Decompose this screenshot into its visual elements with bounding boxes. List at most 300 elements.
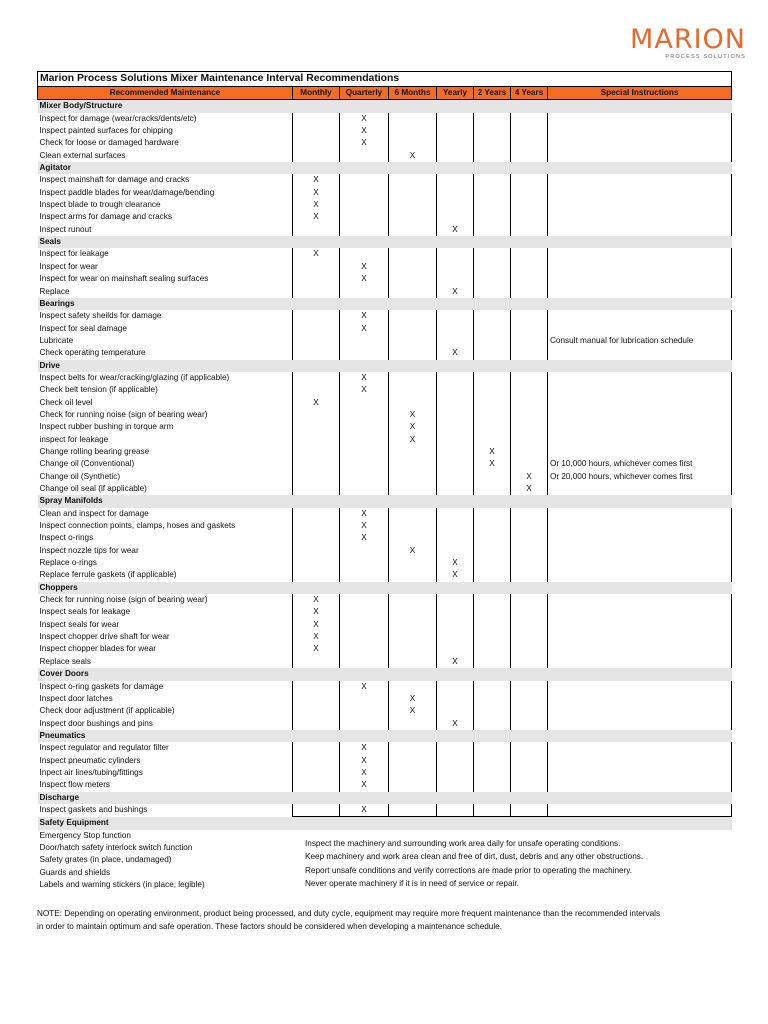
interval-mark bbox=[474, 643, 511, 655]
section-cell bbox=[511, 162, 548, 174]
interval-mark bbox=[511, 446, 548, 458]
section-cell bbox=[293, 730, 340, 742]
interval-mark: X bbox=[340, 137, 389, 149]
column-header: Monthly bbox=[293, 87, 340, 100]
interval-mark bbox=[340, 409, 389, 421]
safety-item: Emergency Stop function bbox=[39, 830, 131, 840]
interval-mark: X bbox=[340, 508, 389, 520]
interval-mark bbox=[511, 619, 548, 631]
table-row bbox=[38, 409, 732, 421]
footnote-line: NOTE: Depending on operating environment, product being processed, and duty cycle, equipment may require more frequent maintenance than the recommended intervals bbox=[37, 909, 661, 918]
interval-mark bbox=[340, 211, 389, 223]
section-cell bbox=[474, 495, 511, 507]
interval-mark bbox=[293, 779, 340, 791]
interval-mark bbox=[437, 397, 474, 409]
interval-mark bbox=[511, 125, 548, 137]
section-cell bbox=[389, 817, 437, 830]
special-instruction bbox=[548, 631, 732, 643]
interval-mark bbox=[511, 606, 548, 618]
task-cell: Inspect nozzle tips for wear bbox=[39, 545, 139, 555]
table-row bbox=[38, 606, 732, 618]
special-instruction bbox=[548, 681, 732, 693]
column-header: 4 Years bbox=[511, 87, 548, 100]
section-cell bbox=[474, 162, 511, 174]
section-cell bbox=[548, 298, 732, 310]
interval-mark bbox=[437, 643, 474, 655]
section-cell bbox=[474, 792, 511, 804]
interval-mark bbox=[437, 199, 474, 211]
task-cell: Replace ferrule gaskets (if applicable) bbox=[39, 570, 177, 580]
table-row bbox=[38, 446, 732, 458]
interval-mark bbox=[437, 631, 474, 643]
interval-mark bbox=[389, 742, 437, 754]
interval-mark: X bbox=[437, 224, 474, 236]
task-cell: Lubricate bbox=[39, 335, 74, 345]
interval-mark bbox=[293, 742, 340, 754]
table-row bbox=[38, 199, 732, 211]
interval-mark bbox=[474, 693, 511, 705]
interval-mark bbox=[293, 125, 340, 137]
interval-mark: X bbox=[340, 261, 389, 273]
interval-mark bbox=[389, 643, 437, 655]
special-instruction bbox=[548, 779, 732, 791]
interval-mark bbox=[389, 323, 437, 335]
interval-mark bbox=[474, 397, 511, 409]
special-instruction bbox=[548, 446, 732, 458]
table-row bbox=[38, 458, 732, 470]
interval-mark: X bbox=[293, 174, 340, 186]
task-cell: Change oil (Synthetic) bbox=[39, 471, 121, 481]
interval-mark bbox=[293, 693, 340, 705]
interval-mark bbox=[293, 113, 340, 125]
interval-mark bbox=[389, 224, 437, 236]
section-cell bbox=[389, 495, 437, 507]
interval-mark bbox=[293, 767, 340, 779]
interval-mark bbox=[437, 211, 474, 223]
special-instruction bbox=[548, 545, 732, 557]
special-instruction bbox=[548, 755, 732, 767]
interval-mark: X bbox=[474, 446, 511, 458]
interval-mark bbox=[511, 286, 548, 298]
interval-mark: X bbox=[293, 594, 340, 606]
section-cell bbox=[293, 792, 340, 804]
table-row bbox=[38, 261, 732, 273]
interval-mark bbox=[293, 705, 340, 717]
section-cell bbox=[340, 162, 389, 174]
interval-mark: X bbox=[340, 323, 389, 335]
task-cell: Replace bbox=[39, 286, 70, 296]
interval-mark bbox=[293, 569, 340, 581]
special-instruction bbox=[548, 767, 732, 779]
interval-mark bbox=[474, 199, 511, 211]
interval-mark bbox=[474, 545, 511, 557]
task-cell: Inpect air lines/tubing/fittings bbox=[39, 767, 143, 777]
section-header-row bbox=[38, 360, 732, 372]
interval-mark bbox=[293, 458, 340, 470]
interval-mark bbox=[389, 335, 437, 347]
interval-mark bbox=[389, 125, 437, 137]
interval-mark bbox=[293, 335, 340, 347]
section-cell bbox=[548, 582, 732, 594]
interval-mark bbox=[437, 421, 474, 433]
interval-mark bbox=[340, 631, 389, 643]
interval-mark bbox=[340, 458, 389, 470]
interval-mark bbox=[340, 545, 389, 557]
interval-mark bbox=[511, 211, 548, 223]
interval-mark: X bbox=[389, 409, 437, 421]
special-instruction bbox=[548, 508, 732, 520]
special-instruction bbox=[548, 434, 732, 446]
interval-mark bbox=[511, 705, 548, 717]
interval-mark bbox=[437, 113, 474, 125]
section-cell bbox=[548, 360, 732, 372]
interval-mark bbox=[437, 174, 474, 186]
special-instruction bbox=[548, 323, 732, 335]
maintenance-table bbox=[37, 71, 732, 891]
special-instruction bbox=[548, 804, 732, 817]
section-cell bbox=[389, 730, 437, 742]
interval-mark bbox=[474, 421, 511, 433]
section-cell bbox=[340, 236, 389, 248]
interval-mark: X bbox=[340, 520, 389, 532]
interval-mark bbox=[340, 434, 389, 446]
interval-mark bbox=[437, 471, 474, 483]
interval-mark bbox=[437, 248, 474, 260]
special-instruction bbox=[548, 347, 732, 359]
section-cell bbox=[389, 162, 437, 174]
interval-mark bbox=[474, 779, 511, 791]
interval-mark bbox=[511, 779, 548, 791]
task-cell: Inspect door bushings and pins bbox=[39, 718, 153, 728]
interval-mark: X bbox=[293, 631, 340, 643]
interval-mark bbox=[437, 606, 474, 618]
interval-mark bbox=[437, 483, 474, 495]
interval-mark bbox=[474, 508, 511, 520]
task-cell: Replace o-rings bbox=[39, 558, 97, 568]
section-cell bbox=[437, 236, 474, 248]
interval-mark: X bbox=[293, 397, 340, 409]
interval-mark bbox=[437, 409, 474, 421]
interval-mark bbox=[293, 804, 340, 817]
interval-mark bbox=[437, 520, 474, 532]
section-cell bbox=[548, 817, 732, 830]
interval-mark bbox=[293, 421, 340, 433]
task-cell: Inspect gaskets and bushings bbox=[39, 805, 148, 815]
interval-mark bbox=[340, 594, 389, 606]
special-instruction bbox=[548, 421, 732, 433]
interval-mark bbox=[293, 508, 340, 520]
task-cell: Inspect for damage (wear/cracks/dents/etc) bbox=[39, 113, 197, 123]
section-cell bbox=[293, 817, 340, 830]
safety-item: Labels and warning stickers (in place, legible) bbox=[39, 880, 205, 889]
section-cell bbox=[437, 495, 474, 507]
interval-mark: X bbox=[389, 693, 437, 705]
interval-mark: X bbox=[340, 767, 389, 779]
interval-mark bbox=[340, 569, 389, 581]
interval-mark bbox=[293, 273, 340, 285]
interval-mark bbox=[437, 310, 474, 322]
special-instruction: Consult manual for lubrication schedule bbox=[548, 335, 732, 347]
interval-mark: X bbox=[340, 804, 389, 817]
table-row bbox=[38, 397, 732, 409]
interval-mark bbox=[340, 483, 389, 495]
interval-mark: X bbox=[389, 434, 437, 446]
special-instruction: Or 20,000 hours, whichever comes first bbox=[548, 471, 732, 483]
section-header-row bbox=[38, 298, 732, 310]
special-instruction bbox=[548, 557, 732, 569]
interval-mark bbox=[389, 458, 437, 470]
section-cell bbox=[511, 582, 548, 594]
interval-mark bbox=[340, 347, 389, 359]
interval-mark bbox=[474, 310, 511, 322]
table-row bbox=[38, 137, 732, 149]
section-cell bbox=[474, 360, 511, 372]
table-row bbox=[38, 619, 732, 631]
section-cell bbox=[511, 236, 548, 248]
table-row bbox=[38, 187, 732, 199]
interval-mark bbox=[389, 804, 437, 817]
special-instruction bbox=[548, 384, 732, 396]
task-cell: Inspect for leakage bbox=[39, 249, 109, 259]
special-instruction bbox=[548, 174, 732, 186]
interval-mark bbox=[511, 174, 548, 186]
section-cell bbox=[511, 495, 548, 507]
task-cell: Clean external surfaces bbox=[39, 150, 126, 160]
interval-mark bbox=[474, 804, 511, 817]
interval-mark bbox=[437, 187, 474, 199]
task-cell: Inspect paddle blades for wear/damage/bending bbox=[39, 187, 215, 197]
task-cell: Inspect o-ring gaskets for damage bbox=[39, 681, 164, 691]
special-instruction bbox=[548, 273, 732, 285]
brand-name: MARION bbox=[630, 24, 746, 55]
interval-mark bbox=[389, 631, 437, 643]
interval-mark bbox=[389, 347, 437, 359]
task-cell: Inspect door latches bbox=[39, 693, 113, 703]
interval-mark bbox=[389, 779, 437, 791]
interval-mark bbox=[437, 125, 474, 137]
table-row bbox=[38, 421, 732, 433]
task-cell: Change oil seal (if applicable) bbox=[39, 484, 147, 493]
special-instruction bbox=[548, 705, 732, 717]
interval-mark bbox=[340, 174, 389, 186]
task-cell: Inspect seals for wear bbox=[39, 619, 120, 629]
interval-mark bbox=[474, 137, 511, 149]
interval-mark bbox=[389, 557, 437, 569]
interval-mark bbox=[474, 125, 511, 137]
table-row bbox=[38, 804, 732, 817]
column-header: Special Instructions bbox=[548, 87, 732, 100]
section-cell bbox=[548, 730, 732, 742]
section-header-row bbox=[38, 236, 732, 248]
section-header-row bbox=[38, 817, 732, 830]
interval-mark bbox=[389, 384, 437, 396]
interval-mark: X bbox=[340, 372, 389, 384]
interval-mark bbox=[511, 248, 548, 260]
interval-mark bbox=[340, 446, 389, 458]
interval-mark bbox=[437, 261, 474, 273]
section-cell bbox=[474, 817, 511, 830]
interval-mark: X bbox=[340, 125, 389, 137]
section-cell bbox=[474, 298, 511, 310]
interval-mark bbox=[474, 483, 511, 495]
interval-mark bbox=[340, 421, 389, 433]
interval-mark bbox=[511, 335, 548, 347]
special-instruction bbox=[548, 742, 732, 754]
interval-mark bbox=[437, 693, 474, 705]
section-cell bbox=[340, 495, 389, 507]
interval-mark bbox=[511, 631, 548, 643]
interval-mark bbox=[437, 434, 474, 446]
special-instruction bbox=[548, 483, 732, 495]
interval-mark bbox=[474, 273, 511, 285]
task-cell: Inspect arms for damage and cracks bbox=[39, 212, 172, 222]
section-name: Bearings bbox=[38, 298, 293, 310]
section-cell bbox=[511, 298, 548, 310]
brand-tagline: PROCESS SOLUTIONS bbox=[665, 54, 746, 60]
section-cell bbox=[548, 162, 732, 174]
table-row bbox=[38, 347, 732, 359]
section-header-row bbox=[38, 495, 732, 507]
section-cell bbox=[340, 582, 389, 594]
special-instruction bbox=[548, 224, 732, 236]
interval-mark bbox=[511, 520, 548, 532]
section-cell bbox=[548, 668, 732, 680]
interval-mark bbox=[340, 286, 389, 298]
interval-mark bbox=[389, 520, 437, 532]
interval-mark bbox=[293, 286, 340, 298]
special-instruction bbox=[548, 569, 732, 581]
section-cell bbox=[437, 100, 474, 113]
special-instruction bbox=[548, 656, 732, 668]
interval-mark bbox=[293, 434, 340, 446]
interval-mark bbox=[511, 137, 548, 149]
interval-mark bbox=[474, 557, 511, 569]
safety-item: Safety grates (in place, undamaged) bbox=[39, 855, 172, 865]
interval-mark bbox=[474, 606, 511, 618]
special-instruction bbox=[548, 248, 732, 260]
interval-mark bbox=[511, 532, 548, 544]
interval-mark: X bbox=[340, 384, 389, 396]
task-cell: Change rolling bearing grease bbox=[39, 446, 150, 456]
interval-mark bbox=[511, 557, 548, 569]
interval-mark bbox=[340, 397, 389, 409]
interval-mark bbox=[511, 681, 548, 693]
section-name: Drive bbox=[38, 360, 293, 372]
table-row bbox=[38, 532, 732, 544]
special-instruction bbox=[548, 125, 732, 137]
table-row bbox=[38, 224, 732, 236]
interval-mark bbox=[437, 755, 474, 767]
section-cell bbox=[293, 360, 340, 372]
interval-mark: X bbox=[474, 458, 511, 470]
section-cell bbox=[548, 100, 732, 113]
interval-mark: X bbox=[437, 656, 474, 668]
interval-mark bbox=[389, 446, 437, 458]
interval-mark bbox=[293, 409, 340, 421]
interval-mark: X bbox=[437, 286, 474, 298]
interval-mark bbox=[474, 569, 511, 581]
interval-mark bbox=[389, 211, 437, 223]
section-name: Choppers bbox=[38, 582, 293, 594]
section-header-row bbox=[38, 582, 732, 594]
interval-mark: X bbox=[511, 471, 548, 483]
task-cell: Inspect painted surfaces for chipping bbox=[39, 126, 173, 136]
safety-note-line: Keep machinery and work area clean and free of dirt, dust, debris and any other obstructions. bbox=[305, 852, 644, 862]
interval-mark bbox=[389, 606, 437, 618]
interval-mark bbox=[389, 174, 437, 186]
special-instruction bbox=[548, 113, 732, 125]
task-cell: Inspect blade to trough clearance bbox=[39, 200, 161, 210]
section-cell bbox=[293, 495, 340, 507]
table-row bbox=[38, 631, 732, 643]
section-cell bbox=[340, 792, 389, 804]
interval-mark: X bbox=[293, 248, 340, 260]
section-cell bbox=[340, 730, 389, 742]
table-row bbox=[38, 286, 732, 298]
table-row bbox=[38, 545, 732, 557]
task-cell: Inspect chopper blades for wear bbox=[39, 644, 157, 654]
interval-mark bbox=[293, 347, 340, 359]
table-row bbox=[38, 150, 732, 162]
interval-mark bbox=[511, 199, 548, 211]
interval-mark bbox=[474, 681, 511, 693]
interval-mark: X bbox=[340, 532, 389, 544]
task-cell: Inspect for seal damage bbox=[39, 323, 127, 333]
section-cell bbox=[340, 668, 389, 680]
table-title-row bbox=[38, 72, 732, 87]
section-header-row bbox=[38, 792, 732, 804]
section-cell bbox=[511, 792, 548, 804]
task-cell: Inspect mainshaft for damage and cracks bbox=[39, 175, 190, 185]
section-cell bbox=[437, 162, 474, 174]
interval-mark: X bbox=[437, 557, 474, 569]
interval-mark bbox=[389, 532, 437, 544]
interval-mark bbox=[474, 471, 511, 483]
section-cell bbox=[389, 792, 437, 804]
table-row bbox=[38, 520, 732, 532]
interval-mark: X bbox=[293, 643, 340, 655]
footnote bbox=[37, 907, 737, 934]
interval-mark bbox=[389, 656, 437, 668]
interval-mark bbox=[293, 545, 340, 557]
table-row bbox=[38, 742, 732, 754]
section-cell bbox=[548, 792, 732, 804]
interval-mark: X bbox=[340, 681, 389, 693]
section-cell bbox=[474, 236, 511, 248]
interval-mark bbox=[437, 508, 474, 520]
interval-mark bbox=[437, 681, 474, 693]
interval-mark bbox=[340, 471, 389, 483]
table-row bbox=[38, 693, 732, 705]
task-cell: Inspect flow meters bbox=[39, 780, 111, 790]
special-instruction bbox=[548, 211, 732, 223]
interval-mark bbox=[389, 286, 437, 298]
interval-mark: X bbox=[437, 569, 474, 581]
table-row bbox=[38, 656, 732, 668]
task-cell: Inspect belts for wear/cracking/glazing (if applicable) bbox=[39, 372, 230, 382]
interval-mark bbox=[389, 199, 437, 211]
interval-mark bbox=[474, 619, 511, 631]
interval-mark bbox=[474, 631, 511, 643]
table-row bbox=[38, 125, 732, 137]
column-header: 2 Years bbox=[474, 87, 511, 100]
table-row bbox=[38, 483, 732, 495]
interval-mark bbox=[437, 594, 474, 606]
interval-mark bbox=[437, 458, 474, 470]
task-cell: Inspect for wear bbox=[39, 261, 98, 271]
safety-note-line: Report unsafe conditions and verify corrections are made prior to operating the machinery. bbox=[305, 865, 633, 875]
section-cell bbox=[293, 298, 340, 310]
